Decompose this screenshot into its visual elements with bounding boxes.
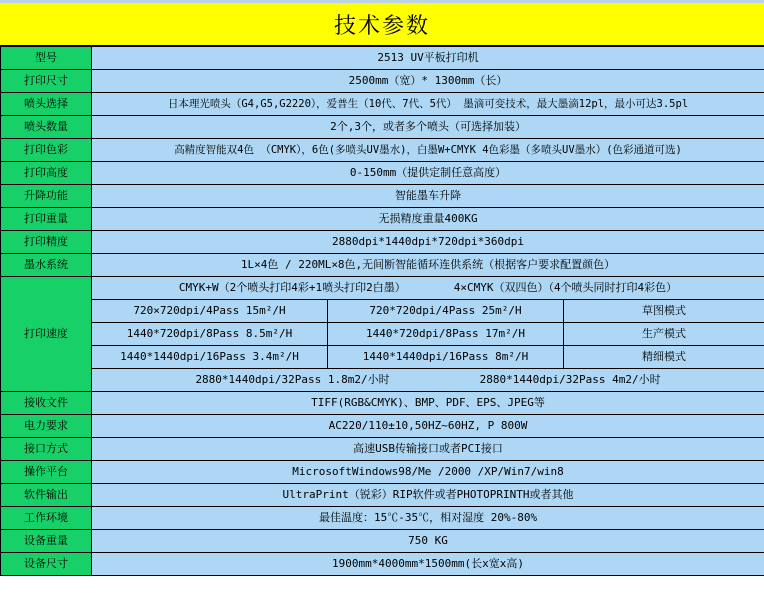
row-value: 2513 UV平板打印机 <box>92 47 764 70</box>
row-value: 1L×4色 / 220ML×8色,无间断智能循环连供系统（根据客户要求配置颜色） <box>92 254 764 277</box>
row-software <box>1 484 764 507</box>
row-label: 工作环境 <box>1 507 92 530</box>
row-device-size <box>1 553 764 576</box>
speed-row-ultra <box>1 369 764 392</box>
row-print-size <box>1 70 764 93</box>
row-label: 打印尺寸 <box>1 70 92 93</box>
row-label: 打印重量 <box>1 208 92 231</box>
row-value: 2个,3个，或者多个喷头（可选择加装） <box>92 116 764 139</box>
row-power <box>1 415 764 438</box>
speed-last-b: 2880*1440dpi/32Pass 4m2/小时 <box>479 373 661 386</box>
row-label: 软件输出 <box>1 484 92 507</box>
row-value: TIFF(RGB&CMYK)、BMP、PDF、EPS、JPEG等 <box>92 392 764 415</box>
row-weight <box>1 208 764 231</box>
row-value: 1900mm*4000mm*1500mm(长x宽x高) <box>92 553 764 576</box>
row-label: 升降功能 <box>1 185 92 208</box>
speed-cmyk-4: 4×CMYK（双四色）（4个喷头同时打印4彩色） <box>453 281 678 294</box>
row-label: 接口方式 <box>1 438 92 461</box>
row-value: 高速USB传输接口或者PCI接口 <box>92 438 764 461</box>
row-label: 接收文件 <box>1 392 92 415</box>
row-label: 喷头数量 <box>1 116 92 139</box>
row-value: 无损精度重量400KG <box>92 208 764 231</box>
speed-cmyk-w: CMYK+W（2个喷头打印4彩+1喷头打印2白墨） <box>178 281 406 294</box>
spec-table <box>0 46 764 576</box>
speed-label: 打印速度 <box>1 277 92 392</box>
row-environment <box>1 507 764 530</box>
row-value: 0-150mm（提供定制任意高度） <box>92 162 764 185</box>
row-label: 设备重量 <box>1 530 92 553</box>
speed-mode: 生产模式 <box>564 323 764 346</box>
speed-a: 720×720dpi/4Pass 15m²/H <box>92 300 328 323</box>
row-nozzle <box>1 93 764 116</box>
row-value: MicrosoftWindows98/Me /2000 /XP/Win7/win8 <box>92 461 764 484</box>
speed-b: 1440*720dpi/8Pass 17m²/H <box>328 323 564 346</box>
speed-last-cell <box>92 369 764 392</box>
speed-a: 1440*720dpi/8Pass 8.5m²/H <box>92 323 328 346</box>
row-device-weight <box>1 530 764 553</box>
row-color <box>1 139 764 162</box>
speed-mode: 精细模式 <box>564 346 764 369</box>
row-value: AC220/110±10,50HZ~60HZ, P 800W <box>92 415 764 438</box>
row-label: 设备尺寸 <box>1 553 92 576</box>
speed-mode: 草图模式 <box>564 300 764 323</box>
speed-modes-cell <box>92 277 764 300</box>
row-value: 2880dpi*1440dpi*720dpi*360dpi <box>92 231 764 254</box>
row-height <box>1 162 764 185</box>
row-lift <box>1 185 764 208</box>
row-label: 墨水系统 <box>1 254 92 277</box>
row-value: UltraPrint（锐彩）RIP软件或者PHOTOPRINTH或者其他 <box>92 484 764 507</box>
row-files <box>1 392 764 415</box>
row-value: 750 KG <box>92 530 764 553</box>
row-model <box>1 47 764 70</box>
row-value: 智能墨车升降 <box>92 185 764 208</box>
page-title: 技术参数 <box>0 3 764 46</box>
speed-header-row <box>1 277 764 300</box>
row-interface <box>1 438 764 461</box>
row-value: 日本理光喷头（G4,G5,G2220），爱普生（10代、7代、5代） 墨滴可变技术，最大墨滴12pl，最小可达3.5pl <box>92 93 764 116</box>
speed-a: 1440*1440dpi/16Pass 3.4m²/H <box>92 346 328 369</box>
row-label: 打印精度 <box>1 231 92 254</box>
speed-row-production <box>1 323 764 346</box>
row-value: 最佳温度：15℃-35℃，相对湿度 20%-80% <box>92 507 764 530</box>
speed-b: 720*720dpi/4Pass 25m²/H <box>328 300 564 323</box>
row-label: 喷头选择 <box>1 93 92 116</box>
row-label: 型号 <box>1 47 92 70</box>
speed-row-draft <box>1 300 764 323</box>
row-label: 打印高度 <box>1 162 92 185</box>
row-value: 高精度智能双4色 （CMYK），6色(多喷头UV墨水)，白墨W+CMYK 4色彩墨（多喷头UV墨水）(色彩通道可选) <box>92 139 764 162</box>
row-ink <box>1 254 764 277</box>
row-os <box>1 461 764 484</box>
row-precision <box>1 231 764 254</box>
speed-row-fine <box>1 346 764 369</box>
speed-last-a: 2880*1440dpi/32Pass 1.8m2/小时 <box>195 373 390 386</box>
row-label: 电力要求 <box>1 415 92 438</box>
row-nozzle-count <box>1 116 764 139</box>
row-label: 打印色彩 <box>1 139 92 162</box>
row-label: 操作平台 <box>1 461 92 484</box>
row-value: 2500mm（宽）* 1300mm（长） <box>92 70 764 93</box>
speed-b: 1440*1440dpi/16Pass 8m²/H <box>328 346 564 369</box>
